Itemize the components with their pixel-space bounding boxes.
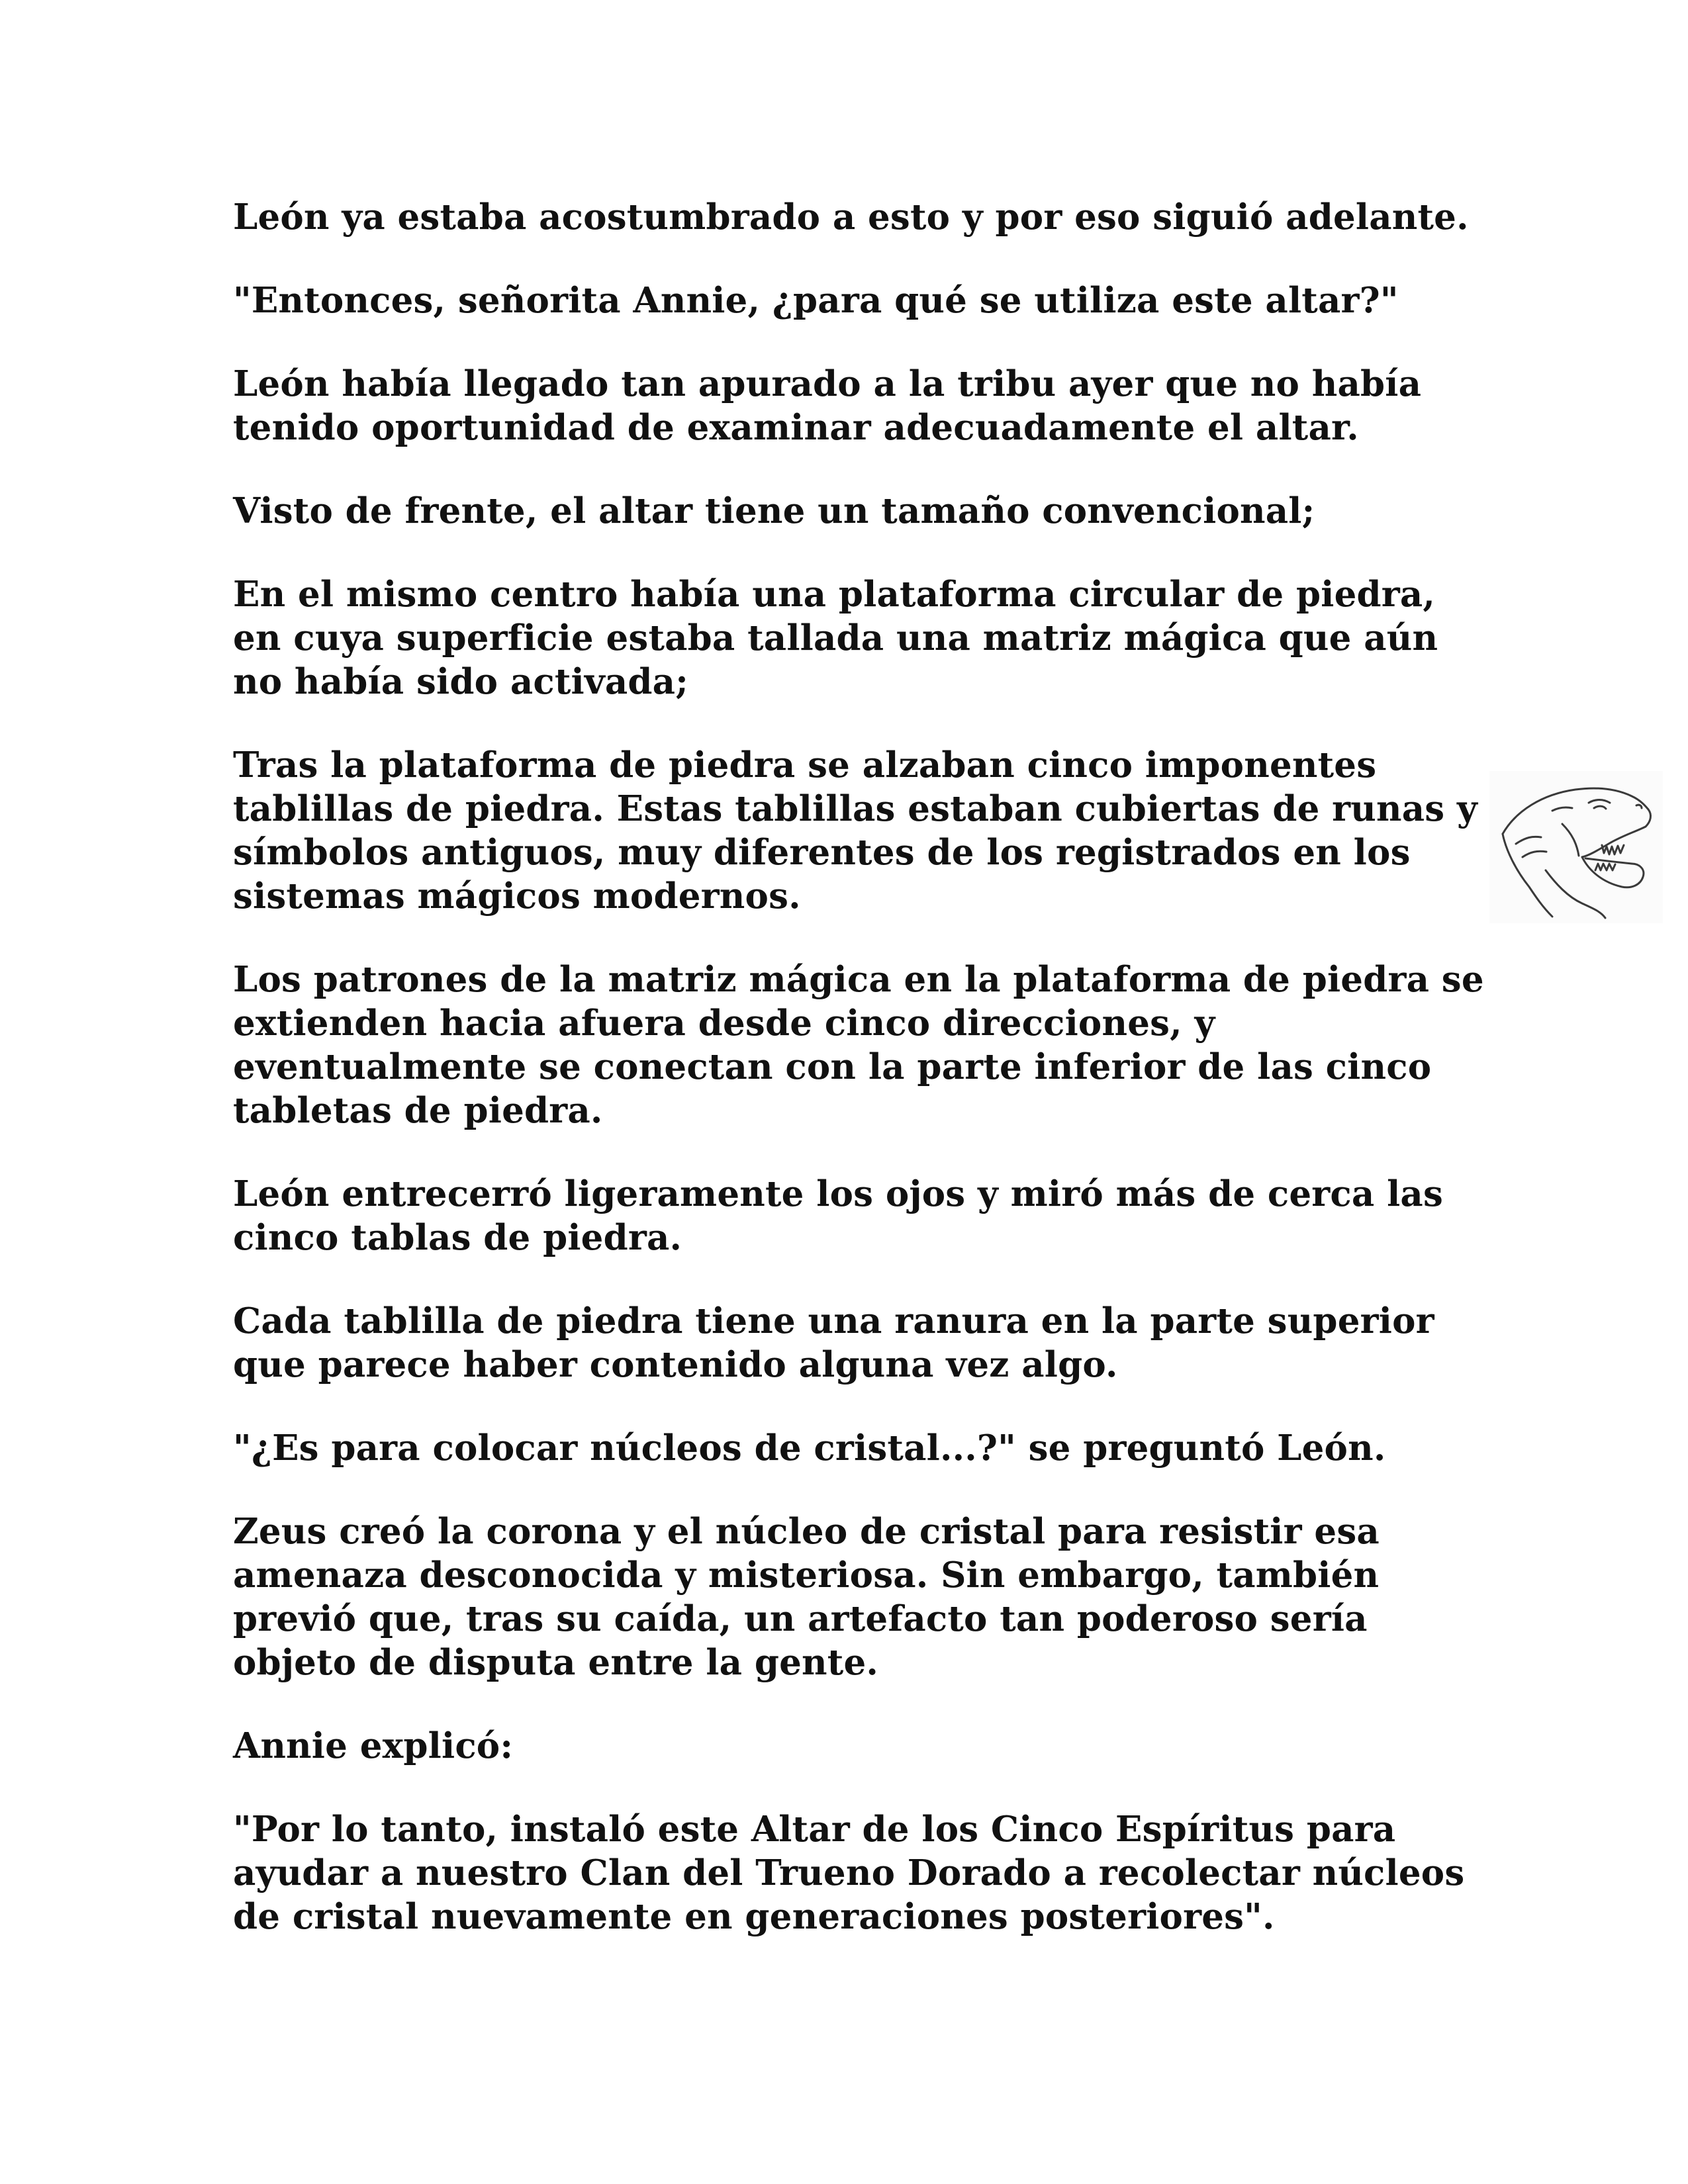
text-line: extienden hacia afuera desde cinco direcciones, y bbox=[233, 1003, 1215, 1044]
text-line: amenaza desconocida y misteriosa. Sin embargo, también bbox=[233, 1555, 1380, 1596]
dinosaur-head-icon bbox=[1489, 771, 1663, 923]
paragraph bbox=[233, 362, 1477, 449]
text-line: Visto de frente, el altar tiene un tamaño convencional; bbox=[233, 490, 1315, 531]
paragraph bbox=[233, 195, 1477, 239]
text-line: ayudar a nuestro Clan del Trueno Dorado a recolectar núcleos bbox=[233, 1852, 1465, 1893]
text-line: "Por lo tanto, instaló este Altar de los Cinco Espíritus para bbox=[233, 1809, 1396, 1850]
text-line: tablillas de piedra. Estas tablillas estaban cubiertas de runas y bbox=[233, 788, 1477, 829]
text-line: tabletas de piedra. bbox=[233, 1090, 603, 1131]
text-line: Annie explicó: bbox=[233, 1725, 514, 1766]
text-line: de cristal nuevamente en generaciones posteriores". bbox=[233, 1896, 1275, 1937]
text-line: que parece haber contenido alguna vez algo. bbox=[233, 1344, 1118, 1385]
paragraph bbox=[233, 1724, 1477, 1768]
paragraph bbox=[233, 489, 1477, 533]
paragraph bbox=[233, 1807, 1477, 1938]
text-line: Cada tablilla de piedra tiene una ranura en la parte superior bbox=[233, 1300, 1434, 1342]
paragraph bbox=[233, 279, 1477, 322]
paragraph bbox=[233, 1299, 1477, 1387]
text-line: objeto de disputa entre la gente. bbox=[233, 1642, 879, 1683]
text-line: tenido oportunidad de examinar adecuadamente el altar. bbox=[233, 407, 1359, 448]
paragraph bbox=[233, 572, 1477, 704]
text-line: sistemas mágicos modernos. bbox=[233, 876, 801, 917]
text-line: en cuya superficie estaba tallada una matriz mágica que aún bbox=[233, 617, 1438, 659]
text-line: León ya estaba acostumbrado a esto y por eso siguió adelante. bbox=[233, 197, 1469, 238]
paragraph bbox=[233, 1510, 1477, 1684]
text-line: previó que, tras su caída, un artefacto tan poderoso sería bbox=[233, 1598, 1368, 1639]
text-line: Tras la plataforma de piedra se alzaban cinco imponentes bbox=[233, 745, 1377, 786]
text-line: Los patrones de la matriz mágica en la plataforma de piedra se bbox=[233, 959, 1484, 1000]
paragraph bbox=[233, 1172, 1477, 1259]
text-line: "¿Es para colocar núcleos de cristal...?" se preguntó León. bbox=[233, 1428, 1386, 1469]
paragraph bbox=[233, 1426, 1477, 1470]
text-line: En el mismo centro había una plataforma circular de piedra, bbox=[233, 574, 1436, 615]
text-line: León había llegado tan apurado a la tribu ayer que no había bbox=[233, 363, 1422, 404]
document-body bbox=[233, 195, 1484, 1978]
text-line: no había sido activada; bbox=[233, 661, 688, 702]
text-line: Zeus creó la corona y el núcleo de cristal para resistir esa bbox=[233, 1511, 1380, 1552]
paragraph bbox=[233, 743, 1477, 918]
text-line: "Entonces, señorita Annie, ¿para qué se utiliza este altar?" bbox=[233, 280, 1399, 321]
paragraph bbox=[233, 958, 1484, 1132]
text-line: símbolos antiguos, muy diferentes de los registrados en los bbox=[233, 832, 1411, 873]
text-line: cinco tablas de piedra. bbox=[233, 1217, 682, 1258]
text-line: León entrecerró ligeramente los ojos y miró más de cerca las bbox=[233, 1173, 1444, 1214]
text-line: eventualmente se conectan con la parte inferior de las cinco bbox=[233, 1046, 1432, 1087]
